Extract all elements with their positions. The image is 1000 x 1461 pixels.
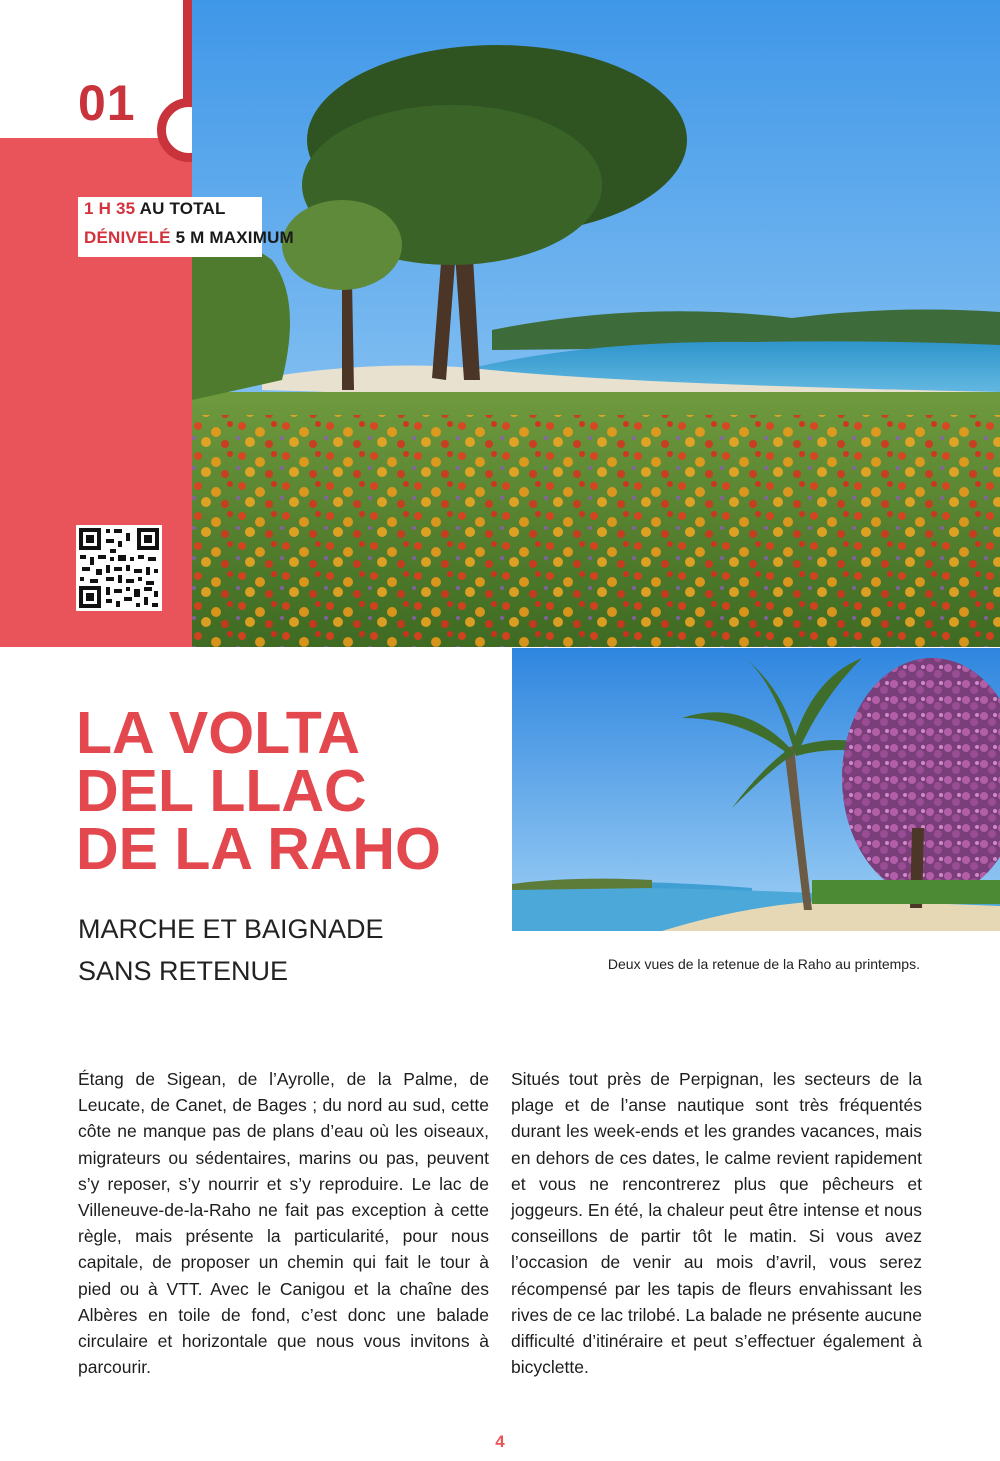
page-number: 4	[495, 1432, 505, 1451]
duration-line	[84, 199, 226, 219]
lake-landscape-image	[192, 0, 1000, 647]
subtitle-line-2: SANS RETENUE	[78, 956, 289, 986]
subtitle-line-1: MARCHE ET BAIGNADE	[78, 914, 384, 944]
duration-label: AU TOTAL	[139, 199, 226, 218]
body-text-right: Situés tout près de Perpignan, les secteurs de la plage et de l’anse nautique sont très fréquentés durant les week-ends et les grandes vacances, mais en dehors de ces dates, le calme revient rapidement et vous ne rencontrerez plus que pêcheurs et joggeurs. En été, la chaleur peut être intense et nous conseillons de partir tôt le matin. Si vous avez l’occasion de venir au mois d’avril, vous serez récompensé par les tapis de fleurs envahissant les rives de ce lac trilobé. La balade ne présente aucune difficulté d’itinéraire et peut s’effectuer également à bicyclette.	[511, 1069, 922, 1378]
hike-subtitle	[78, 908, 384, 992]
title-line-2: DEL LLAC	[76, 758, 367, 824]
qr-code-graphic	[76, 525, 162, 611]
body-text-left: Étang de Sigean, de l’Ayrolle, de la Palme, de Leucate, de Canet, de Bages ; du nord au sud, cette côte ne manque pas de plans d’eau où les oiseaux, migrateurs ou sédentaires, marins ou pas, peuvent s’y reposer, s’y nourrir et s’y reproduire. Le lac de Villeneuve-de-la-Raho ne fait pas exception à cette règle, mais présente la particularité, pour nous capitale, de proposer un chemin qui fait le tour à pied ou à VTT. Avec le Canigou et la chaîne des Albères en toile de fond, c’est donc une balade circulaire et horizontale que nous vous invitons à parcourir.	[78, 1069, 489, 1378]
title-line-3: DE LA RAHO	[76, 816, 441, 882]
second-photo-beach-palm	[512, 648, 1000, 931]
duration-value: 1 H 35	[84, 199, 136, 218]
qr-code-icon[interactable]	[76, 525, 162, 611]
chapter-number: 01	[78, 75, 136, 131]
hike-title	[76, 700, 496, 882]
title-line-1: LA VOLTA	[76, 700, 361, 766]
elevation-label: DÉNIVELÉ	[84, 228, 171, 247]
main-photo-lake-flowers	[192, 0, 1000, 647]
photo-caption: Deux vues de la retenue de la Raho au printemps.	[607, 956, 920, 972]
elevation-value: 5 M MAXIMUM	[175, 228, 294, 247]
beach-palm-image	[512, 648, 1000, 931]
elevation-line	[84, 228, 294, 248]
hike-info-box	[78, 197, 294, 257]
